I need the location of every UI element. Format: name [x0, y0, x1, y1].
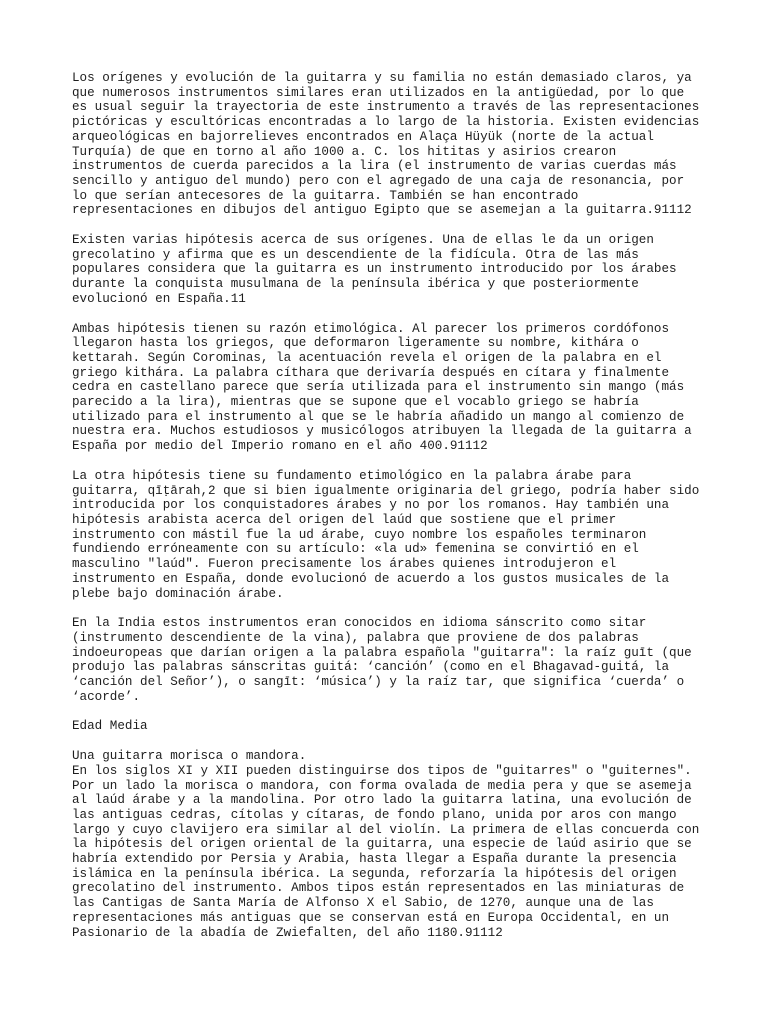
paragraph-hypotheses: Existen varias hipótesis acerca de sus orígenes. Una de ellas le da un origen grecolatino y afirma que es un descendiente de la fidícula. Otra de las más populares considera que la guitarra es un instrumento introducido por los árabes durante la conquista musulmana de la península ibérica y que posteriormente evolucionó en España.11	[72, 233, 677, 306]
document-page	[72, 71, 712, 955]
section-heading: Edad Media	[72, 719, 148, 734]
image-caption: Una guitarra morisca o mandora.	[72, 749, 307, 764]
paragraph-origins: Los orígenes y evolución de la guitarra y su familia no están demasiado claros, ya que numerosos instrumentos similares eran utilizados en la antigüedad, por lo que es usual seguir la trayectoria de este instrumento a través de las representaciones pictóricas y escultóricas encontradas a lo largo de la historia. Existen evidencias arqueológicas en bajorrelieves encontrados en Alaça Hüyük (norte de la actual Turquía) de que en torno al año 1000 a. C. los hititas y asirios crearon instrumentos de cuerda parecidos a la lira (el instrumento de varias cuerdas más sencillo y antiguo del mundo) pero con el agregado de una caja de resonancia, por lo que serían antecesores de la guitarra. También se han encontrado representaciones en dibujos del antiguo Egipto que se asemejan a la guitarra.91112	[72, 71, 700, 218]
paragraph-arabic-hypothesis: La otra hipótesis tiene su fundamento etimológico en la palabra árabe para guitarra, qīṭārah,2 que si bien igualmente originaria del griego, podría haber sido introducida por los conquistadores árabes y no por los romanos. Hay también una hipótesis arabista acerca del origen del laúd que sostiene que el primer instrumento con mástil fue la ud árabe, cuyo nombre los españoles terminaron fundiendo erróneamente con su artículo: «la ud» femenina se convirtió en el masculino "laúd". Fueron precisamente los árabes quienes introdujeron el instrumento en España, donde evolucionó de acuerdo a los gustos musicales de la plebe bajo dominación árabe.	[72, 468, 700, 601]
paragraph-india: En la India estos instrumentos eran conocidos en idioma sánscrito como sitar (instrumento descendiente de la vina), palabra que proviene de dos palabras indoeuropeas que darían origen a la palabra española "guitarra": la raíz guīt (que produjo las palabras sánscritas guitá: ‘canción’ (como en el Bhagavad-guitá, la ‘canción del Señor’), o sangīt: ‘música’) y la raíz tar, que significa ‘cuerda’ o ‘acorde’.	[72, 616, 692, 704]
paragraph-etymology: Ambas hipótesis tienen su razón etimológica. Al parecer los primeros cordófonos llegaron hasta los griegos, que deformaron ligeramente su nombre, kithára o kettarah. Según Corominas, la acentuación revela el origen de la palabra en el griego kithára. La palabra cíthara que derivaría después en cítara y finalmente cedra en castellano parece que sería utilizada para el instrumento sin mango (más parecido a la lira), mientras que se supone que el vocablo griego se habría utilizado para el instrumento al que se le habría añadido un mango al comienzo de nuestra era. Muchos estudiosos y musicólogos atribuyen la llegada de la guitarra a España por medio del Imperio romano en el año 400.91112	[72, 321, 692, 454]
paragraph-middle-ages: En los siglos XI y XII pueden distinguirse dos tipos de "guitarres" o "guiternes". Por un lado la morisca o mandora, con forma ovalada de media pera y que se asemeja al laúd árabe y a la mandolina. Por otro lado la guitarra latina, una evolución de las antiguas cedras, cítolas y cítaras, de fondo plano, unida por aros con mango largo y cuyo clavijero era similar al del violín. La primera de ellas concuerda con la hipótesis del origen oriental de la guitarra, una especie de laúd asirio que se habría extendido por Persia y Arabia, hasta llegar a España durante la presencia islámica en la península ibérica. La segunda, reforzaría la hipótesis del origen grecolatino del instrumento. Ambos tipos están representados en las miniaturas de las Cantigas de Santa María de Alfonso X el Sabio, de 1270, aunque una de las representaciones más antiguas que se conservan está en Europa Occidental, en un Pasionario de la abadía de Zwiefalten, del año 1180.91112	[72, 763, 700, 940]
